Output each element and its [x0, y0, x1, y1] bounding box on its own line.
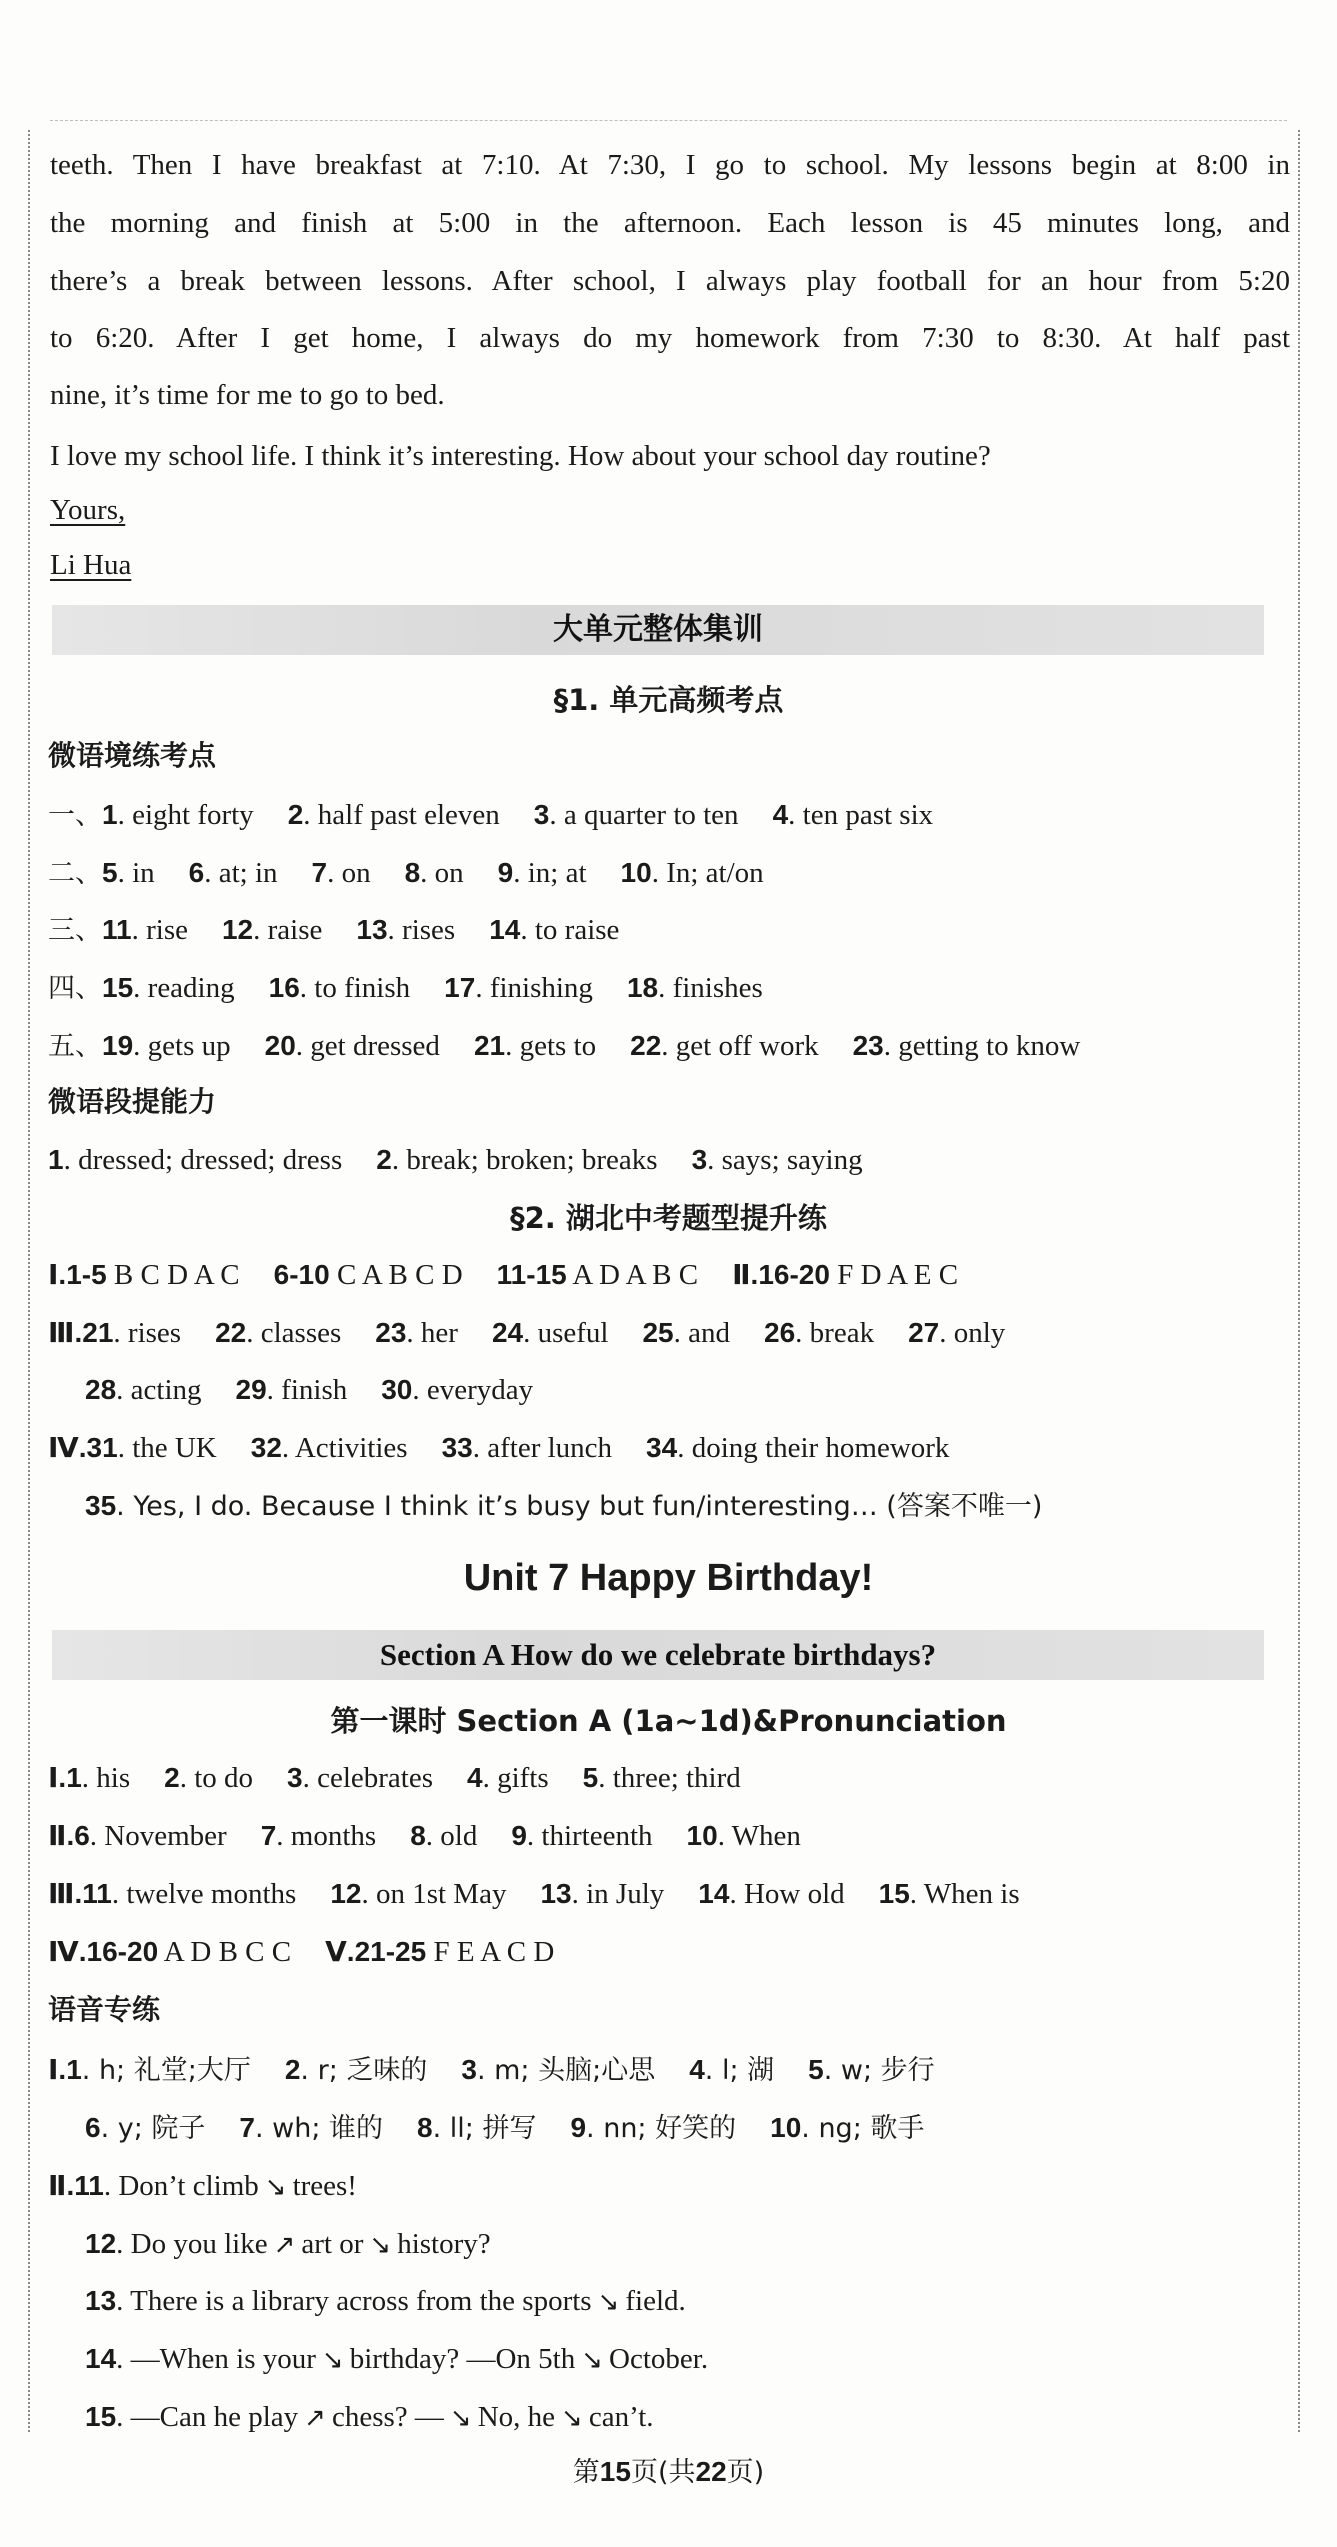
sentence-text: history?	[397, 2228, 491, 2260]
answer-item	[285, 2054, 428, 2086]
question-number: 3	[533, 799, 550, 830]
question-number: Ⅰ.1	[48, 2054, 82, 2085]
question-number: 29	[235, 1374, 267, 1405]
answer-text: . November	[89, 1820, 227, 1852]
sentence-text: . Do you like	[116, 2228, 268, 2260]
answer-row	[85, 2108, 1325, 2149]
answer-item	[274, 1259, 463, 1291]
question-number: Ⅱ.6	[48, 1820, 90, 1851]
answer-item	[689, 2054, 774, 2086]
answer-item	[330, 1878, 506, 1910]
question-number: 7	[239, 2112, 255, 2143]
subheading-paragraph: 微语段提能力	[48, 1085, 217, 1118]
answer-text: B C D A C	[106, 1259, 240, 1291]
answer-item	[222, 914, 322, 946]
answer-text: . wh; 谁的	[254, 2113, 384, 2144]
answer-item	[85, 1374, 202, 1406]
page-footer	[0, 2450, 1337, 2489]
answer-item	[48, 1144, 342, 1176]
question-number: 34	[646, 1432, 678, 1463]
letter-signature: Li Hua	[50, 549, 132, 581]
question-number: 2	[164, 1762, 180, 1793]
answer-text: . to finish	[299, 972, 411, 1004]
answer-item	[692, 1144, 863, 1176]
answer-row	[48, 1428, 1288, 1468]
question-number: Ⅴ.21-25	[325, 1936, 427, 1967]
answer-item	[85, 2112, 205, 2144]
answer-item	[85, 1490, 1042, 1522]
answer-text: . twelve months	[111, 1878, 297, 1910]
answer-item	[764, 1317, 874, 1349]
question-number: Ⅱ.11	[48, 2170, 104, 2201]
falling-tone-icon: ↘	[561, 2403, 583, 2433]
falling-tone-icon: ↘	[264, 2172, 287, 2202]
answer-row	[48, 1758, 1288, 1798]
answer-text: . In; at/on	[651, 857, 764, 889]
sentence-text: No, he	[477, 2401, 556, 2433]
answer-item	[189, 857, 278, 889]
answer-text: . m; 头脑;心思	[476, 2055, 656, 2086]
question-number: 15	[85, 2401, 117, 2432]
right-margin-line	[1298, 130, 1300, 2432]
answer-item	[381, 1374, 533, 1406]
answer-item	[375, 1317, 458, 1349]
answer-text: . on 1st May	[361, 1878, 507, 1910]
answer-text: . rises	[113, 1317, 182, 1349]
question-number: 2	[376, 1144, 392, 1175]
answer-text: . How old	[729, 1878, 845, 1910]
answer-text: . finish	[266, 1374, 348, 1406]
answer-item	[48, 1432, 217, 1464]
intonation-row	[48, 2166, 1288, 2207]
answer-item	[534, 799, 739, 831]
question-number: 12	[330, 1878, 362, 1909]
answer-item	[808, 2054, 935, 2086]
question-number: 9	[497, 857, 514, 888]
answer-text: . on	[420, 857, 464, 889]
question-number: 8	[410, 1820, 426, 1851]
answer-text: . in	[117, 857, 155, 889]
letter-line: the morning and finish at 5:00 in the afternoon. Each lesson is 45 minutes long, and	[50, 207, 1290, 239]
question-number: 15	[878, 1878, 910, 1909]
answer-item	[410, 1820, 477, 1852]
question-number: 4	[689, 2054, 705, 2085]
section-title-s2: §2. 湖北中考题型提升练	[510, 1201, 827, 1235]
section-title-s1: §1. 单元高频考点	[553, 683, 784, 717]
answer-item	[356, 914, 455, 946]
question-number: 30	[381, 1374, 413, 1405]
answer-text: . her	[406, 1317, 458, 1349]
answer-text: . break; broken; breaks	[391, 1144, 658, 1176]
answer-item	[376, 1144, 657, 1176]
answer-text: . reading	[133, 972, 235, 1004]
answer-text: . break	[795, 1317, 875, 1349]
answer-text: F D A E C	[829, 1259, 959, 1291]
answer-row	[48, 1874, 1288, 1914]
answer-item	[102, 1030, 231, 1062]
answer-text: F E A C D	[426, 1936, 555, 1968]
row-label: 二、	[48, 858, 102, 889]
answer-item	[773, 799, 934, 831]
question-number: 22	[630, 1030, 662, 1061]
answer-item	[102, 857, 155, 889]
question-number: 28	[85, 1374, 117, 1405]
answer-row	[48, 968, 1288, 1009]
answer-text: . classes	[246, 1317, 342, 1349]
answer-item	[497, 1259, 698, 1291]
question-number: 10	[620, 857, 652, 888]
answer-item	[732, 1259, 958, 1291]
answer-text: . after lunch	[472, 1432, 613, 1464]
answer-item	[269, 972, 411, 1004]
footer-page-number: 15	[599, 2456, 631, 2487]
answer-item	[325, 1936, 554, 1968]
falling-tone-icon: ↘	[449, 2403, 472, 2433]
answer-item	[102, 972, 235, 1004]
falling-tone-icon: ↘	[581, 2345, 604, 2375]
answer-text: . ten past six	[788, 799, 934, 831]
answer-text: . three; third	[598, 1762, 741, 1794]
question-number: 23	[852, 1030, 884, 1061]
answer-text: . to do	[179, 1762, 254, 1794]
question-number: 3	[461, 2054, 477, 2085]
sentence-text: field.	[625, 2285, 686, 2317]
question-number: Ⅱ.16-20	[732, 1259, 830, 1290]
footer-mid: 页(共	[630, 2457, 696, 2488]
left-margin-line	[28, 130, 30, 2432]
answer-text: . his	[81, 1762, 131, 1794]
answer-item	[621, 857, 764, 889]
answer-text: . rise	[131, 914, 188, 946]
sentence-text: . —Can he play	[116, 2401, 299, 2433]
sentence-text: chess? —	[331, 2401, 444, 2433]
answer-item	[48, 1878, 296, 1910]
answer-row	[85, 1370, 1325, 1410]
footer-total-pages: 22	[695, 2456, 727, 2487]
answer-text: . l; 湖	[704, 2055, 775, 2086]
letter-line: to 6:20. After I get home, I always do my homework from 7:30 to 8:30. At half past	[50, 322, 1290, 354]
answer-text: . everyday	[412, 1374, 534, 1406]
answer-text: . the UK	[117, 1432, 217, 1464]
section-band-unit7: Section A How do we celebrate birthdays?	[52, 1630, 1264, 1680]
answer-row	[48, 910, 1288, 951]
answer-item	[467, 1762, 549, 1794]
question-number: 22	[215, 1317, 247, 1348]
question-number: 7	[260, 1820, 277, 1851]
answer-item	[164, 1762, 253, 1794]
answer-text: . dressed; dressed; dress	[63, 1144, 343, 1176]
answer-row	[48, 1140, 1288, 1180]
answer-text: . thirteenth	[526, 1820, 653, 1852]
answer-item	[102, 914, 188, 946]
lesson-title: 第一课时 Section A (1a~1d)&Pronunciation	[330, 1704, 1007, 1738]
answer-text: . in; at	[513, 857, 587, 889]
row-label: 五、	[48, 1031, 102, 1062]
answer-row	[48, 1932, 1288, 1972]
question-number: 27	[908, 1317, 940, 1348]
answer-row	[48, 1255, 1288, 1295]
answer-text: . getting to know	[883, 1030, 1081, 1062]
answer-item	[239, 2112, 383, 2144]
answer-text: C A B C D	[329, 1259, 463, 1291]
question-number: 6	[188, 857, 205, 888]
answer-item	[48, 1762, 130, 1794]
question-number: 4	[772, 799, 789, 830]
intonation-row	[85, 2281, 1325, 2322]
row-label: 一、	[48, 800, 102, 831]
answer-text: . gifts	[482, 1762, 549, 1794]
question-number: 10	[686, 1820, 718, 1851]
sentence-text: . There is a library across from the sports	[116, 2285, 592, 2317]
question-number: 16	[268, 972, 300, 1003]
answer-item	[48, 1820, 227, 1852]
question-number: Ⅰ.1-5	[48, 1259, 107, 1290]
answer-item	[251, 1432, 408, 1464]
question-number: 6	[85, 2112, 101, 2143]
question-number: 3	[287, 1762, 303, 1793]
question-number: 15	[102, 972, 134, 1003]
question-number: 24	[491, 1317, 524, 1348]
falling-tone-icon: ↘	[369, 2230, 392, 2260]
answer-text: . months	[276, 1820, 377, 1852]
intonation-row	[85, 2397, 1325, 2438]
answer-item	[498, 857, 587, 889]
question-number: 5	[808, 2054, 824, 2085]
question-number: 11	[102, 914, 132, 945]
answer-row	[48, 853, 1288, 894]
answer-text: . Yes, I do. Because I think it’s busy but fun/interesting… (答案不唯一)	[116, 1491, 1043, 1522]
answer-text: . acting	[116, 1374, 202, 1406]
question-number: 21	[473, 1030, 506, 1061]
question-number: 14	[489, 914, 521, 945]
answer-item	[879, 1878, 1020, 1910]
answer-text: . w; 步行	[823, 2055, 935, 2086]
question-number: Ⅳ.31	[48, 1432, 118, 1463]
answer-text: . raise	[253, 914, 323, 946]
answer-item	[511, 1820, 652, 1852]
letter-closing: Yours,	[50, 494, 126, 526]
question-number: 10	[770, 2112, 802, 2143]
answer-item	[48, 1936, 291, 1968]
question-number: 1	[48, 1144, 64, 1175]
answer-item	[627, 972, 763, 1004]
answer-text: . says; saying	[707, 1144, 863, 1176]
subheading-phonics: 语音专练	[48, 1993, 161, 2026]
answer-text: . to raise	[520, 914, 620, 946]
answer-text: . only	[939, 1317, 1006, 1349]
question-number: 25	[642, 1317, 674, 1348]
question-number: Ⅲ.21	[48, 1317, 114, 1348]
answer-row	[48, 1026, 1288, 1067]
answer-text: . When is	[909, 1878, 1020, 1910]
answer-item	[474, 1030, 596, 1062]
answer-row	[48, 795, 1288, 836]
rising-tone-icon: ↗	[273, 2230, 296, 2260]
question-number: 13	[356, 914, 388, 945]
answer-text: . old	[425, 1820, 478, 1852]
answer-item	[908, 1317, 1005, 1349]
answer-item	[102, 799, 254, 831]
answer-row	[85, 1486, 1325, 1527]
question-number: 2	[287, 799, 304, 830]
answer-text: . When	[717, 1820, 801, 1852]
answer-item	[444, 972, 593, 1004]
answer-item	[48, 1259, 240, 1291]
answer-text: . get off work	[661, 1030, 819, 1062]
answer-row	[48, 2050, 1288, 2091]
question-number: 1	[102, 799, 118, 830]
answer-text: . get dressed	[295, 1030, 440, 1062]
answer-text: A D A B C	[566, 1259, 699, 1291]
answer-item	[642, 1317, 730, 1349]
question-number: 35	[85, 1490, 117, 1521]
question-number: 33	[441, 1432, 473, 1463]
question-number: 6-10	[273, 1259, 330, 1290]
answer-item	[48, 1317, 181, 1349]
letter-line: nine, it’s time for me to go to bed.	[50, 379, 445, 411]
answer-item	[312, 857, 371, 889]
answer-text: A D B C C	[158, 1936, 292, 1968]
sentence-text: trees!	[292, 2170, 357, 2202]
falling-tone-icon: ↘	[597, 2287, 620, 2317]
letter-line: there’s a break between lessons. After school, I always play football for an hour from 5:20	[50, 265, 1290, 297]
answer-item	[646, 1432, 949, 1464]
question-number: 4	[467, 1762, 483, 1793]
answer-item	[489, 914, 619, 946]
question-number: 13	[540, 1878, 572, 1909]
answer-item	[288, 799, 500, 831]
answer-text: . y; 院子	[100, 2113, 206, 2144]
answer-text: . gets to	[505, 1030, 597, 1062]
row-label: 四、	[48, 973, 102, 1004]
question-number: 12	[85, 2228, 117, 2259]
answer-item	[570, 2112, 736, 2144]
question-number: 8	[404, 857, 421, 888]
question-number: Ⅲ.11	[48, 1878, 112, 1909]
question-number: 3	[691, 1144, 708, 1175]
sentence-text: . Don’t climb	[103, 2170, 259, 2202]
answer-item	[853, 1030, 1081, 1062]
answer-row	[48, 1313, 1288, 1353]
answer-item	[687, 1820, 801, 1852]
letter-line: I love my school life. I think it’s interesting. How about your school day routine?	[50, 440, 991, 472]
answer-text: . r; 乏味的	[300, 2055, 428, 2086]
answer-item	[265, 1030, 440, 1062]
question-number: 2	[284, 2054, 301, 2085]
answer-row	[48, 1816, 1288, 1856]
answer-text: . at; in	[204, 857, 278, 889]
intonation-row	[85, 2339, 1325, 2380]
question-number: 13	[85, 2285, 117, 2316]
answer-text: . Activities	[281, 1432, 408, 1464]
question-number: 14	[85, 2343, 117, 2374]
question-number: 9	[511, 1820, 527, 1851]
answer-item	[583, 1762, 741, 1794]
footer-pre: 第	[572, 2457, 600, 2488]
sentence-text: October.	[609, 2343, 709, 2375]
sentence-text: can’t.	[588, 2401, 654, 2433]
answer-item	[630, 1030, 818, 1062]
answer-item	[461, 2054, 655, 2086]
question-number: 7	[311, 857, 328, 888]
answer-text: . gets up	[133, 1030, 231, 1062]
answer-item	[405, 857, 464, 889]
question-number: 20	[264, 1030, 296, 1061]
question-number: 12	[221, 914, 254, 945]
answer-text: . celebrates	[302, 1762, 434, 1794]
answer-item	[236, 1374, 348, 1406]
question-number: Ⅰ.1	[48, 1762, 82, 1793]
question-number: 5	[582, 1762, 599, 1793]
answer-text: . nn; 好笑的	[586, 2113, 737, 2144]
answer-text: . finishes	[658, 972, 763, 1004]
answer-text: . eight forty	[117, 799, 254, 831]
rising-tone-icon: ↗	[304, 2403, 326, 2433]
question-number: 17	[444, 972, 476, 1003]
question-number: 32	[250, 1432, 282, 1463]
answer-item	[215, 1317, 341, 1349]
question-number: 5	[102, 857, 118, 888]
answer-item	[770, 2112, 924, 2144]
unit-title: Unit 7 Happy Birthday!	[463, 1557, 874, 1599]
answer-text: . ll; 拼写	[432, 2113, 537, 2144]
question-number: 14	[698, 1878, 730, 1909]
answer-text: . and	[673, 1317, 731, 1349]
question-number: 11-15	[496, 1259, 567, 1290]
answer-text: . useful	[523, 1317, 609, 1349]
sentence-text: birthday? —On 5th	[349, 2343, 576, 2375]
answer-text: . h; 礼堂;大厅	[81, 2055, 251, 2086]
answer-text: . a quarter to ten	[549, 799, 739, 831]
letter-line: teeth. Then I have breakfast at 7:10. At 7:30, I go to school. My lessons begin at 8:00 in	[50, 149, 1290, 181]
top-divider	[50, 120, 1287, 121]
answer-item	[48, 2054, 251, 2086]
row-label: 三、	[48, 915, 102, 946]
sentence-text: . —When is your	[116, 2343, 316, 2375]
answer-text: . on	[327, 857, 371, 889]
answer-item	[417, 2112, 536, 2144]
question-number: 23	[375, 1317, 407, 1348]
answer-text: . ng; 歌手	[801, 2113, 925, 2144]
answer-item	[492, 1317, 609, 1349]
question-number: 26	[764, 1317, 796, 1348]
answer-text: . doing their homework	[677, 1432, 950, 1464]
question-number: 19	[102, 1030, 134, 1061]
answer-item	[442, 1432, 612, 1464]
question-number: 9	[570, 2112, 587, 2143]
answer-text: . in July	[571, 1878, 665, 1910]
question-number: Ⅳ.16-20	[48, 1936, 159, 1967]
answer-item	[261, 1820, 376, 1852]
answer-item	[540, 1878, 664, 1910]
subheading-context: 微语境练考点	[48, 739, 217, 772]
answer-text: . half past eleven	[303, 799, 500, 831]
intonation-row	[85, 2224, 1325, 2265]
answer-item	[698, 1878, 844, 1910]
sentence-text: art or	[301, 2228, 364, 2260]
falling-tone-icon: ↘	[321, 2345, 344, 2375]
footer-post: 页)	[726, 2457, 765, 2488]
answer-item	[287, 1762, 433, 1794]
answer-text: . finishing	[475, 972, 593, 1004]
question-number: 8	[417, 2112, 433, 2143]
question-number: 18	[626, 972, 659, 1003]
answer-text: . rises	[387, 914, 456, 946]
section-band-big-unit: 大单元整体集训	[52, 605, 1264, 655]
